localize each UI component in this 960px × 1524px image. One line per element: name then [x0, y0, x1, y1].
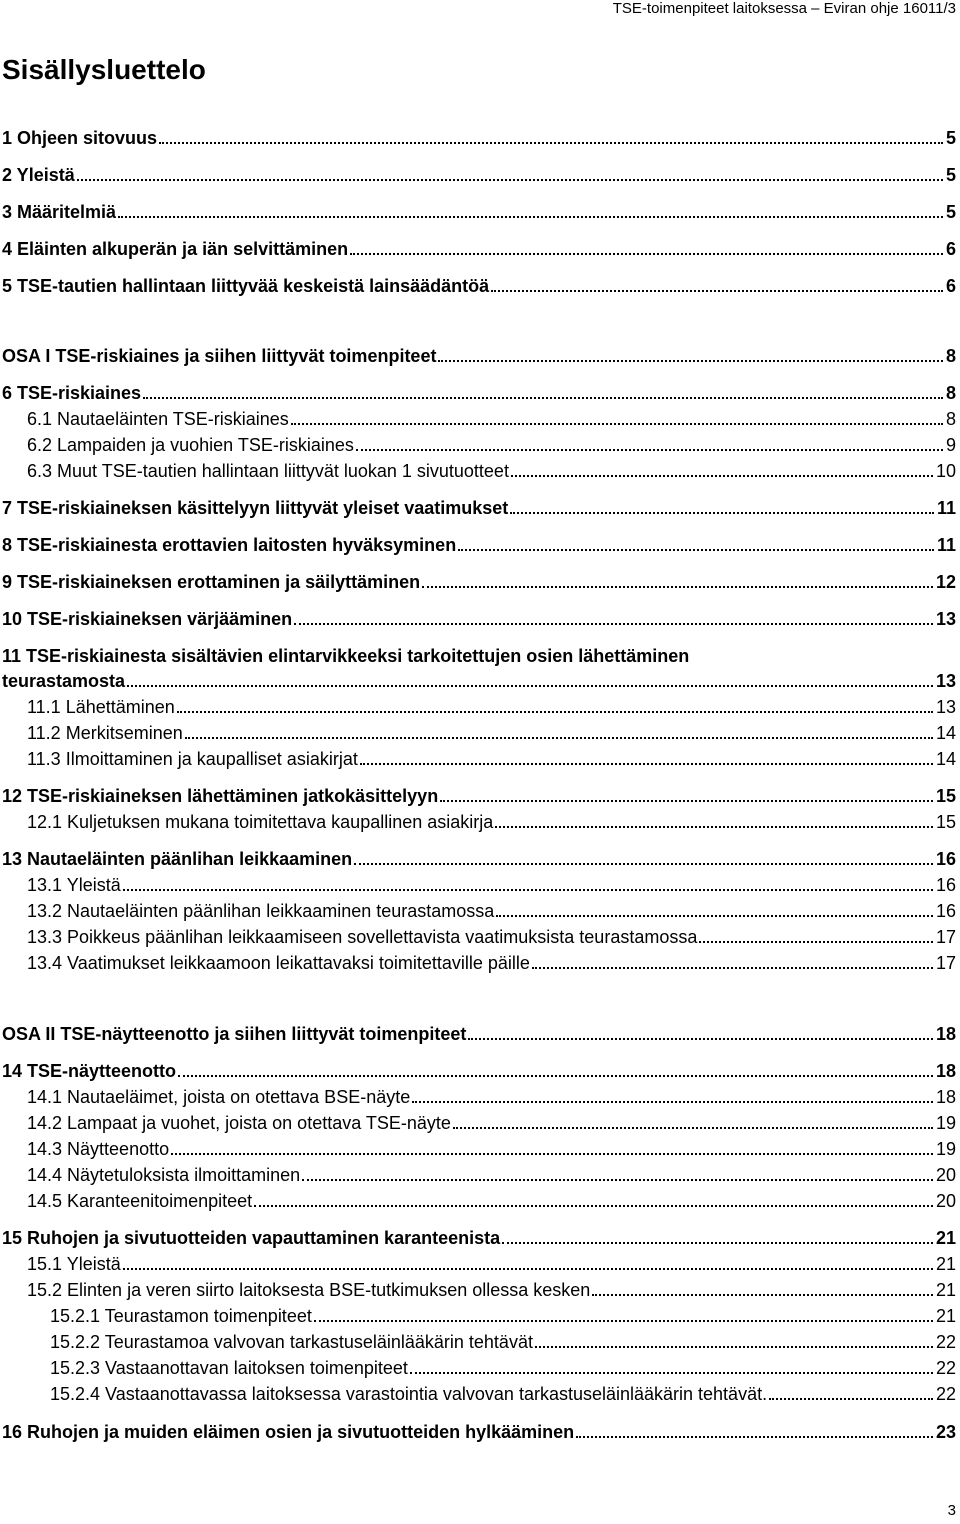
toc-dot-leader: [360, 762, 933, 765]
toc-dot-leader: [422, 585, 933, 588]
toc-entry-label: 6.2 Lampaiden ja vuohien TSE-riskiaines: [27, 435, 354, 455]
toc-entry-label: 12.1 Kuljetuksen mukana toimitettava kaupallinen asiakirja: [27, 812, 494, 832]
toc-entry[interactable]: [0, 785, 956, 807]
toc-entry[interactable]: [0, 1060, 956, 1082]
toc-entry-page: 13: [935, 609, 956, 629]
toc-entry[interactable]: [0, 952, 956, 974]
toc-entry-page: 11: [936, 535, 956, 555]
toc-entry[interactable]: [0, 1331, 956, 1353]
toc-dot-leader: [510, 511, 934, 514]
toc-entry[interactable]: [0, 434, 956, 456]
toc-entry-page: 22: [935, 1384, 956, 1404]
toc-entry[interactable]: [0, 811, 956, 833]
toc-dot-leader: [314, 1319, 933, 1322]
toc-entry-page: 8: [945, 346, 956, 366]
toc-entry-page: 18: [935, 1024, 956, 1044]
toc-entry-label: 15.1 Yleistä: [27, 1254, 121, 1274]
toc-entry-label: OSA II TSE-näytteenotto ja siihen liittyvät toimenpiteet: [2, 1024, 467, 1044]
toc-entry[interactable]: [0, 748, 956, 770]
toc-entry-label: 15.2.3 Vastaanottavan laitoksen toimenpiteet: [50, 1358, 408, 1378]
toc-entry-label: 15.2.2 Teurastamoa valvovan tarkastuseläinlääkärin tehtävät: [50, 1332, 533, 1352]
toc-entry-label: 15 Ruhojen ja sivutuotteiden vapauttaminen karanteenista: [2, 1228, 501, 1248]
toc-entry[interactable]: [0, 874, 956, 896]
toc-entry-page: 11: [936, 498, 956, 518]
toc-entry[interactable]: [0, 1227, 956, 1249]
toc-entry[interactable]: [0, 460, 956, 482]
toc-dot-leader: [495, 825, 933, 828]
page-number: 3: [947, 1502, 956, 1519]
toc-entry-page: 21: [935, 1280, 956, 1300]
toc-dot-leader: [127, 684, 933, 687]
toc-entry-page: 10: [935, 461, 956, 481]
toc-entry-label: 14.5 Karanteenitoimenpiteet: [27, 1191, 253, 1211]
toc-entry-label: 1 Ohjeen sitovuus: [2, 128, 158, 148]
toc-entry-label: 10 TSE-riskiaineksen värjääminen: [2, 609, 293, 629]
toc-dot-leader: [291, 422, 943, 425]
toc-entry-label: 5 TSE-tautien hallintaan liittyvää keskeistä lainsäädäntöä: [2, 276, 490, 296]
toc-dot-leader: [496, 914, 933, 917]
toc-dot-leader: [177, 710, 933, 713]
toc-entry-page: 21: [935, 1306, 956, 1326]
toc-entry-page: 6: [945, 239, 956, 259]
toc-entry[interactable]: [0, 1253, 956, 1275]
toc-entry-label: 16 Ruhojen ja muiden eläimen osien ja sivutuotteiden hylkääminen: [2, 1422, 575, 1442]
toc-entry-page: 5: [945, 128, 956, 148]
toc-dot-leader: [491, 289, 943, 292]
toc-entry-label: 13 Nautaeläinten päänlihan leikkaaminen: [2, 849, 353, 869]
toc-entry[interactable]: [0, 408, 956, 430]
toc-entry[interactable]: [0, 275, 956, 297]
toc-entry[interactable]: [0, 722, 956, 744]
toc-dot-leader: [592, 1293, 933, 1296]
toc-entry-page: 8: [945, 383, 956, 403]
toc-entry-page: 14: [935, 749, 956, 769]
toc-entry-label: 9 TSE-riskiaineksen erottaminen ja säilyttäminen: [2, 572, 421, 592]
toc-entry[interactable]: [0, 926, 956, 948]
toc-entry-page: 16: [935, 875, 956, 895]
toc-entry-label: 11.2 Merkitseminen: [27, 723, 183, 743]
toc-entry-page: 19: [935, 1113, 956, 1133]
toc-entry-page: 16: [935, 901, 956, 921]
toc-dot-leader: [502, 1241, 933, 1244]
toc-entry-label: teurastamosta: [2, 671, 126, 691]
toc-entry[interactable]: [0, 1421, 956, 1443]
toc-dot-leader: [302, 1178, 933, 1181]
toc-entry-label: 15.2.4 Vastaanottavassa laitoksessa varastointia valvovan tarkastuseläinlääkärin tehtävät.: [50, 1384, 768, 1404]
toc-entry[interactable]: [0, 1138, 956, 1160]
toc-entry-label: 6 TSE-riskiaines: [2, 383, 142, 403]
toc-dot-leader: [178, 1074, 933, 1077]
toc-entry-page: 19: [935, 1139, 956, 1159]
toc-entry[interactable]: [0, 534, 956, 556]
toc-dot-leader: [350, 252, 943, 255]
toc-entry-page: 17: [935, 927, 956, 947]
toc-entry[interactable]: [0, 127, 956, 149]
toc-entry[interactable]: [0, 1023, 956, 1045]
toc-entry-label: 13.2 Nautaeläinten päänlihan leikkaaminen teurastamossa: [27, 901, 495, 921]
toc-dot-leader: [468, 1037, 933, 1040]
toc-entry[interactable]: [0, 1383, 956, 1405]
toc-dot-leader: [159, 141, 943, 144]
toc-entry[interactable]: [0, 696, 956, 718]
toc-dot-leader: [123, 1267, 933, 1270]
toc-entry[interactable]: [0, 201, 956, 223]
toc-entry-label: 14.4 Näytetuloksista ilmoittaminen: [27, 1165, 301, 1185]
toc-dot-leader: [77, 178, 943, 181]
toc-entry-page: 13: [935, 697, 956, 717]
toc-dot-leader: [143, 396, 943, 399]
toc-dot-leader: [532, 966, 933, 969]
toc-entry-label: OSA I TSE-riskiaines ja siihen liittyvät toimenpiteet: [2, 346, 437, 366]
toc-entry[interactable]: [0, 164, 956, 186]
toc-entry[interactable]: [0, 848, 956, 870]
toc-entry-page: 22: [935, 1358, 956, 1378]
toc-entry-label: 11.3 Ilmoittaminen ja kaupalliset asiakirjat: [27, 749, 358, 769]
toc-dot-leader: [185, 736, 933, 739]
toc-dot-leader: [511, 474, 933, 477]
toc-entry-page: 20: [935, 1165, 956, 1185]
toc-dot-leader: [440, 799, 933, 802]
toc-entry-label: 14 TSE-näytteenotto: [2, 1061, 177, 1081]
toc-entry-label: 4 Eläinten alkuperän ja iän selvittäminen: [2, 239, 349, 259]
toc-dot-leader: [123, 888, 933, 891]
toc-entry-label: 13.1 Yleistä: [27, 875, 121, 895]
toc-entry-page: 18: [935, 1061, 956, 1081]
toc-dot-leader: [294, 622, 933, 625]
toc-dot-leader: [576, 1435, 933, 1438]
toc-entry-page: 15: [935, 786, 956, 806]
toc-entry-label: 6.3 Muut TSE-tautien hallintaan liittyvät luokan 1 sivutuotteet: [27, 461, 509, 481]
toc-entry-page: 18: [935, 1087, 956, 1107]
toc-entry-page: 8: [945, 409, 956, 429]
toc-entry[interactable]: [0, 238, 956, 260]
toc-entry-page: 16: [935, 849, 956, 869]
toc-dot-leader: [769, 1397, 933, 1400]
toc-entry-page: 17: [935, 953, 956, 973]
toc-entry[interactable]: [0, 670, 956, 692]
running-header: TSE-toimenpiteet laitoksessa – Eviran ohje 16011/3: [612, 0, 956, 17]
toc-entry[interactable]: [0, 1086, 956, 1108]
toc-entry[interactable]: [0, 1112, 956, 1134]
toc-entry-page: 5: [945, 202, 956, 222]
toc-entry[interactable]: [0, 1279, 956, 1301]
toc-dot-leader: [453, 1126, 933, 1129]
toc-entry-label: 15.2 Elinten ja veren siirto laitoksesta BSE-tutkimuksen ollessa kesken: [27, 1280, 591, 1300]
toc-dot-leader: [535, 1345, 933, 1348]
toc-entry-page: 20: [935, 1191, 956, 1211]
toc-entry[interactable]: [0, 497, 956, 519]
toc-entry-label: 3 Määritelmiä: [2, 202, 117, 222]
toc-dot-leader: [356, 448, 943, 451]
toc-entry-page: 6: [945, 276, 956, 296]
toc-entry-label: 14.1 Nautaeläimet, joista on otettava BSE-näyte: [27, 1087, 411, 1107]
toc-entry-page: 21: [935, 1254, 956, 1274]
toc-entry-label: 8 TSE-riskiainesta erottavien laitosten hyväksyminen: [2, 535, 457, 555]
toc-entry-page: 21: [935, 1228, 956, 1248]
toc-entry[interactable]: [0, 571, 956, 593]
toc-dot-leader: [354, 862, 933, 865]
toc-entry-page: 12: [935, 572, 956, 592]
toc-entry-label: 7 TSE-riskiaineksen käsittelyyn liittyvät yleiset vaatimukset: [2, 498, 509, 518]
toc-entry[interactable]: [0, 1164, 956, 1186]
toc-entry-label: 13.4 Vaatimukset leikkaamoon leikattavaksi toimitettaville päille: [27, 953, 530, 973]
toc-entry[interactable]: [0, 1190, 956, 1212]
toc-dot-leader: [254, 1204, 933, 1207]
toc-entry-label: 6.1 Nautaeläinten TSE-riskiaines: [27, 409, 289, 429]
toc-entry[interactable]: [0, 1305, 956, 1327]
toc-entry-page: 22: [935, 1332, 956, 1352]
toc-entry-label: 14.2 Lampaat ja vuohet, joista on otettava TSE-näyte: [27, 1113, 451, 1133]
toc-entry-page: 13: [935, 671, 956, 691]
toc-entry-page: 14: [935, 723, 956, 743]
toc-entry-label: 13.3 Poikkeus päänlihan leikkaamiseen sovellettavista vaatimuksista teurastamossa: [27, 927, 698, 947]
toc-dot-leader: [438, 359, 943, 362]
toc-dot-leader: [118, 215, 943, 218]
toc-entry-label: 11.1 Lähettäminen: [27, 697, 175, 717]
toc-entry-label: 15.2.1 Teurastamon toimenpiteet: [50, 1306, 312, 1326]
toc-entry-label: 14.3 Näytteenotto: [27, 1139, 170, 1159]
toc-entry-page: 5: [945, 165, 956, 185]
toc-entry-page: 23: [935, 1422, 956, 1442]
toc-entry[interactable]: [0, 1357, 956, 1379]
toc-entry-page: 9: [945, 435, 956, 455]
toc-title: Sisällysluettelo: [2, 54, 206, 85]
toc-entry[interactable]: [0, 345, 956, 367]
toc-dot-leader: [699, 940, 933, 943]
toc-entry[interactable]: [0, 608, 956, 630]
toc-entry-continued-line: 11 TSE-riskiainesta sisältävien elintarvikkeeksi tarkoitettujen osien lähettäminen: [2, 646, 690, 666]
toc-dot-leader: [171, 1152, 933, 1155]
toc-dot-leader: [410, 1371, 933, 1374]
toc-dot-leader: [412, 1100, 933, 1103]
toc-entry[interactable]: [0, 900, 956, 922]
toc-entry[interactable]: [0, 382, 956, 404]
toc-dot-leader: [458, 548, 934, 551]
toc-entry-page: 15: [935, 812, 956, 832]
toc-entry-label: 2 Yleistä: [2, 165, 75, 185]
toc-entry-label: 12 TSE-riskiaineksen lähettäminen jatkokäsittelyyn: [2, 786, 439, 806]
